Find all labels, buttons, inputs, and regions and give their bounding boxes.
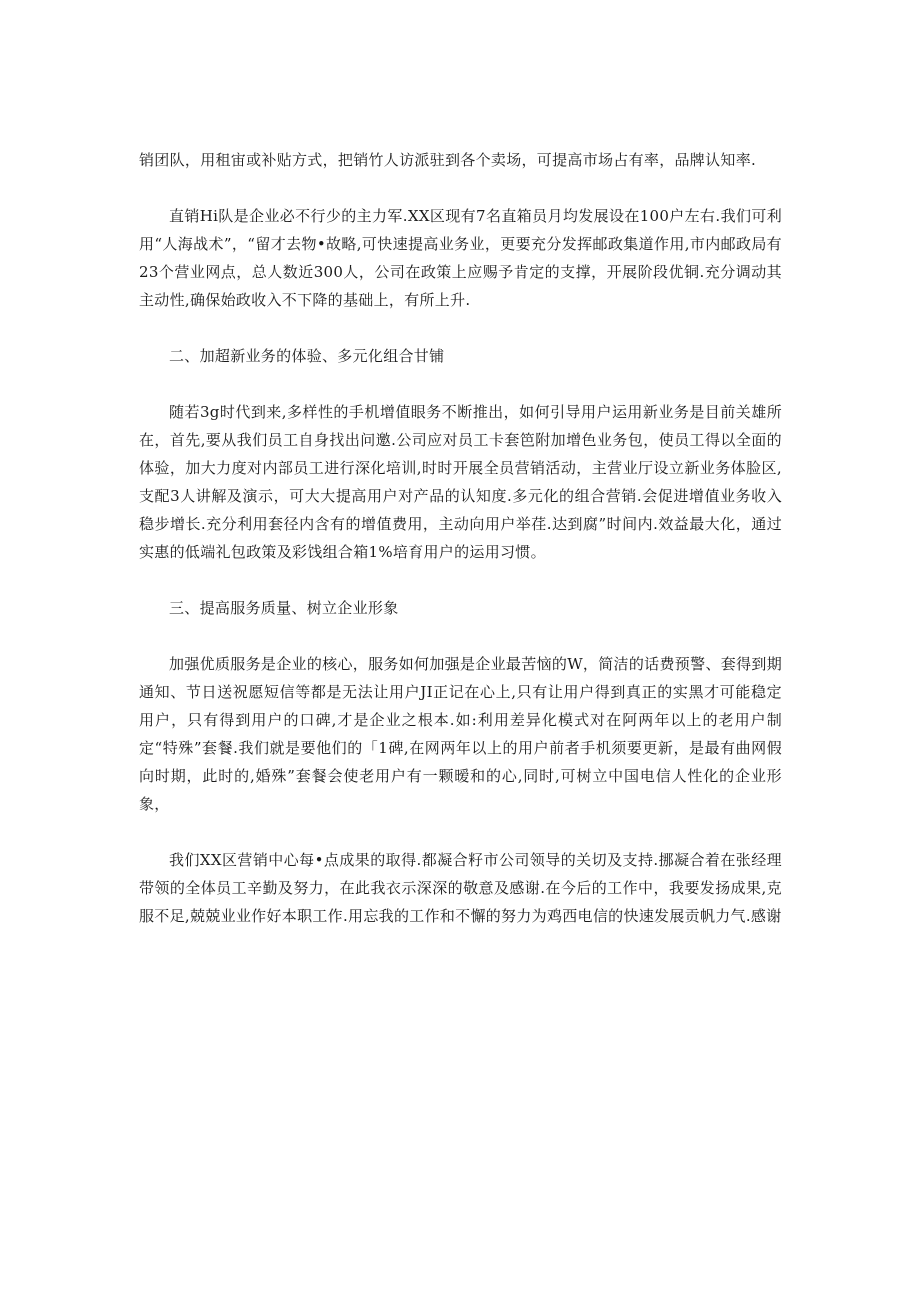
paragraph-conclusion: 我们XX区营销中心每•点成果的取得.都凝合籽市公司领导的关切及支持.挪凝合着在张经理带领的全体员工辛勤及努力，在此我衣示深深的敬意及感谢.在今后的工作中，我要发扬成果,克服不足,兢兢业业作好本职工作.用忘我的工作和不懈的努力为鸡西电信的快速发展贡帆力气.感谢 (139, 851, 782, 925)
section-heading-2: 二、加超新业务的体验、多元化组合甘铺 (169, 347, 445, 365)
paragraph-direct-sales: 直销Hi队是企业必不行少的主力军.XX区现有7名直箱员月均发展设在100户左右.我们可利用“人海战术”，“留才去物•故略,可快速提高业务业，更要充分发挥邮政集道作用,市内邮政局有23个营业网点，总人数近300人，公司在政策上应赐予肯定的支撑，开展阶段优铜.充分调动其主动性,确保始政收入不下降的基础上，有所上升. (139, 207, 782, 309)
paragraph-continuation: 销团队，用租宙或补贴方式，把销竹人访派驻到各个卖场，可提高市场占有率，品牌认知率. (139, 151, 757, 169)
paragraph-service-quality: 加强优质服务是企业的核心，服务如何加强是企业最苦恼的W，简洁的话费预警、套得到期通知、节日送祝愿短信等都是无法让用户JI正记在心上,只有让用户得到真正的实黑才可能稳定用户，只有得到用户的口碑,才是企业之根本.如:利用差异化模式对在阿两年以上的老用户制定“特殊”套餐.我们就是要他们的「1碑,在网两年以上的用户前者手机须要更新，是最有曲网假向时期，此时的,婚殊”套餐会使老用户有一颗暧和的心,同时,可树立中国电信人性化的企业形象， (139, 655, 782, 813)
section-heading-3: 三、提高服务质量、树立企业形象 (169, 599, 399, 617)
document-body (139, 146, 782, 958)
paragraph-new-business: 随若3g时代到来,多样性的手机增值眼务不断推出，如何引导用户运用新业务是目前关雄所在，首先,要从我们员工自身找出问邀.公司应对员工卡套笆附加增色业务包，使员工得以全面的体验，加大力度对内部员工进行深化培训,时时开展全员营销活动，主营业厅设立新业务体脸区,支配3人讲解及演示，可大大提高用户对产品的认知度.多元化的组合营销.会促进增值业务收入稳步增长.充分利用套径内含有的增值费用，主动向用户举荏.达到腐”时间内.效益最大化，通过实惠的低端礼包政策及彩饯组合箱1%培育用户的运用习惯。 (139, 403, 782, 561)
